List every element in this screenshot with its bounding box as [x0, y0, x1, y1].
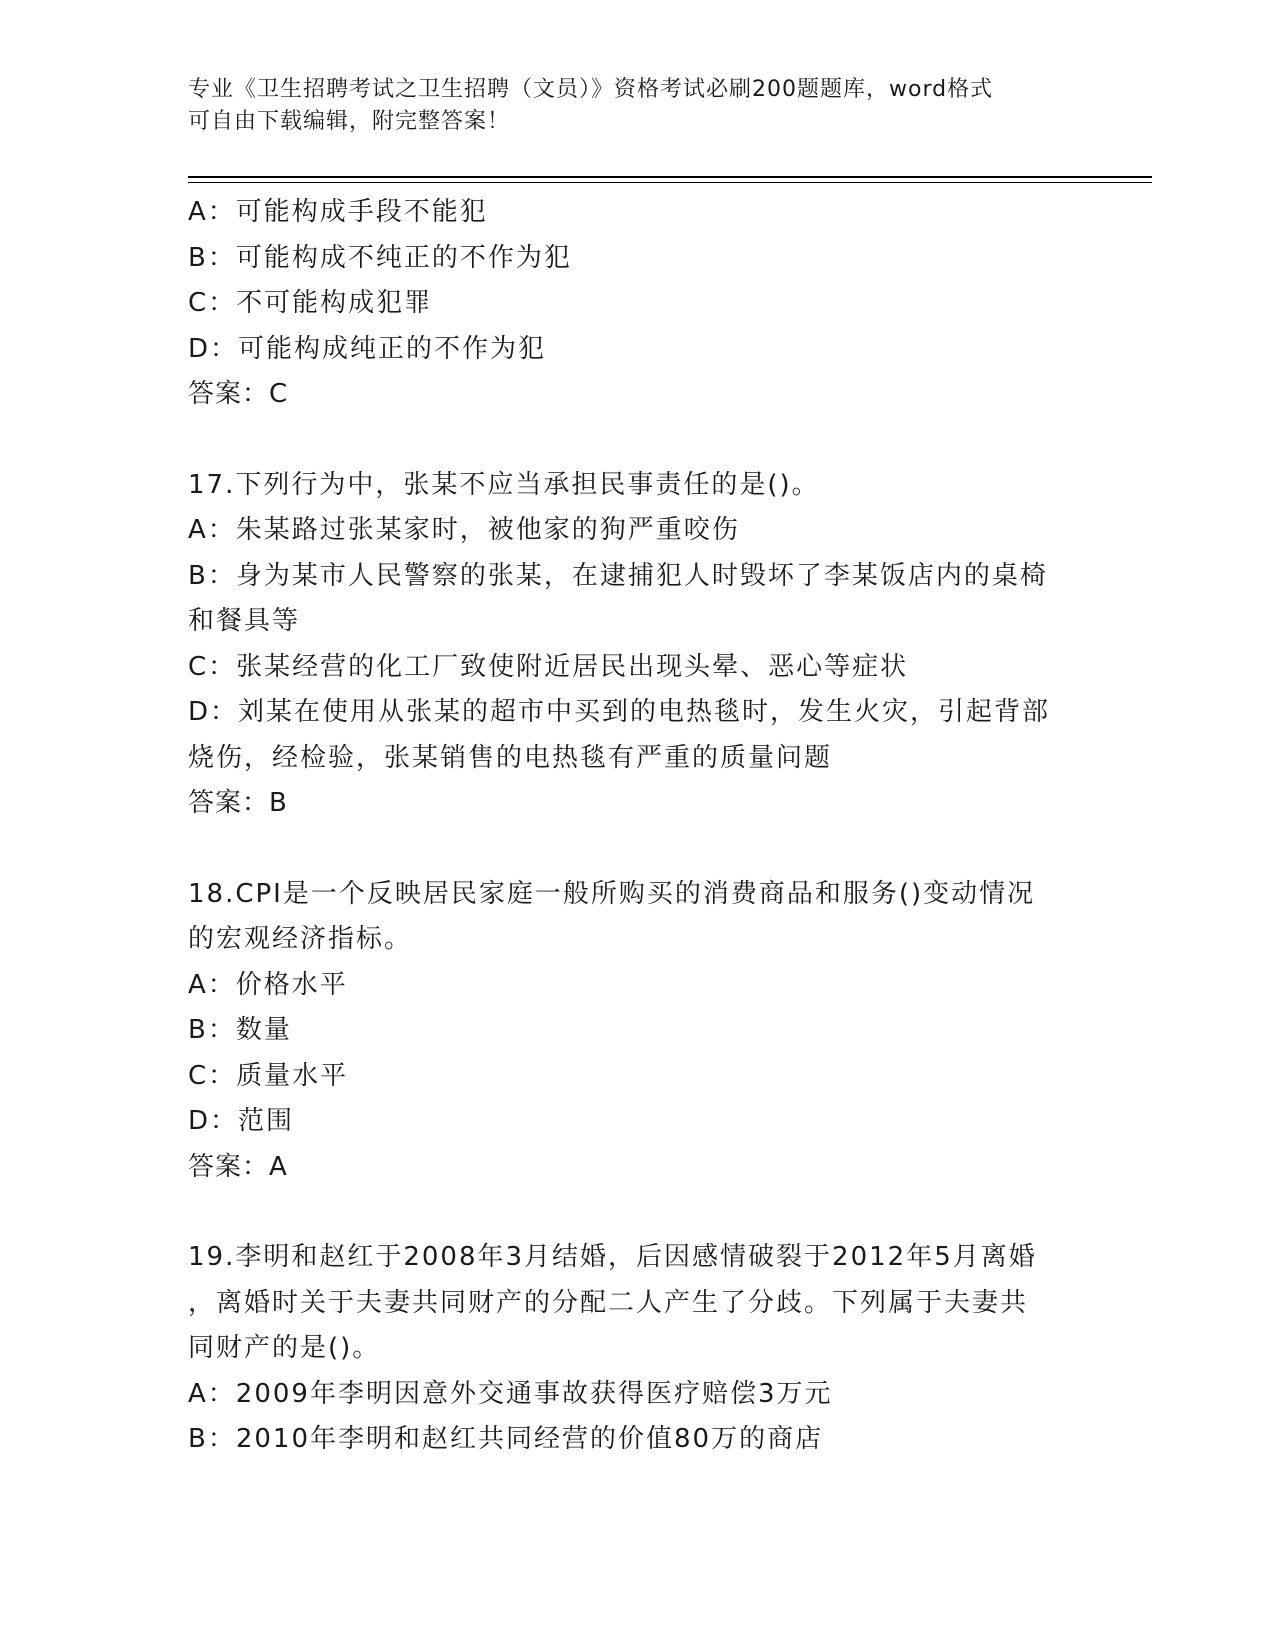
option-a: A：可能构成手段不能犯 — [188, 197, 488, 227]
document-header — [188, 74, 1068, 138]
option-d: D：范围 — [188, 1106, 295, 1136]
header-line-2: 可自由下载编辑，附完整答案！ — [188, 109, 511, 134]
header-rule-thick — [188, 176, 1152, 178]
option-b: B：身为某市人民警察的张某，在逮捕犯人时毁坏了李某饭店内的桌椅 — [188, 560, 1048, 591]
question-16 — [188, 190, 1088, 418]
option-d: D：刘某在使用从张某的超市中买到的电热毯时，发生火灾，引起背部 — [188, 697, 1051, 727]
option-c: C：张某经营的化工厂致使附近居民出现头晕、恶心等症状 — [188, 651, 909, 682]
spacer — [188, 827, 1088, 872]
question-stem: 18.CPI是一个反映居民家庭一般所购买的消费商品和服务()变动情况 — [188, 878, 1036, 909]
answer-line: 答案：B — [188, 788, 288, 818]
option-c: C：不可能构成犯罪 — [188, 288, 433, 318]
option-a: A：朱某路过张某家时，被他家的狗严重咬伤 — [188, 515, 740, 545]
option-d-continued: 烧伤，经检验，张某销售的电热毯有严重的质量问题 — [188, 742, 833, 773]
question-stem-continued: 的宏观经济指标。 — [188, 924, 413, 954]
option-b-continued: 和餐具等 — [188, 606, 301, 636]
question-stem: 17.下列行为中，张某不应当承担民事责任的是()。 — [188, 469, 820, 500]
option-c: C：质量水平 — [188, 1060, 349, 1091]
option-a: A：价格水平 — [188, 969, 348, 1000]
question-17 — [188, 463, 1088, 827]
question-content — [188, 190, 1088, 1463]
header-rule-thin — [188, 182, 1152, 183]
option-b: B：可能构成不纯正的不作为犯 — [188, 242, 572, 273]
question-stem-continued: 同财产的是()。 — [188, 1333, 381, 1363]
answer-line: 答案：C — [188, 379, 289, 409]
option-b: B：2010年李明和赵红共同经营的价值80万的商店 — [188, 1424, 824, 1454]
question-stem: 19.李明和赵红于2008年3月结婚，后因感情破裂于2012年5月离婚 — [188, 1242, 1037, 1272]
option-b: B：数量 — [188, 1015, 292, 1045]
answer-line: 答案：A — [188, 1151, 288, 1182]
spacer — [188, 1190, 1088, 1235]
question-18 — [188, 872, 1088, 1191]
spacer — [188, 418, 1088, 463]
option-d: D：可能构成纯正的不作为犯 — [188, 333, 547, 364]
question-19 — [188, 1235, 1088, 1463]
option-a: A：2009年李明因意外交通事故获得医疗赔偿3万元 — [188, 1378, 833, 1409]
header-line-1: 专业《卫生招聘考试之卫生招聘（文员）》资格考试必刷200题题库，word格式 — [188, 77, 994, 102]
question-stem-continued: ，离婚时关于夫妻共同财产的分配二人产生了分歧。下列属于夫妻共 — [188, 1287, 1029, 1318]
